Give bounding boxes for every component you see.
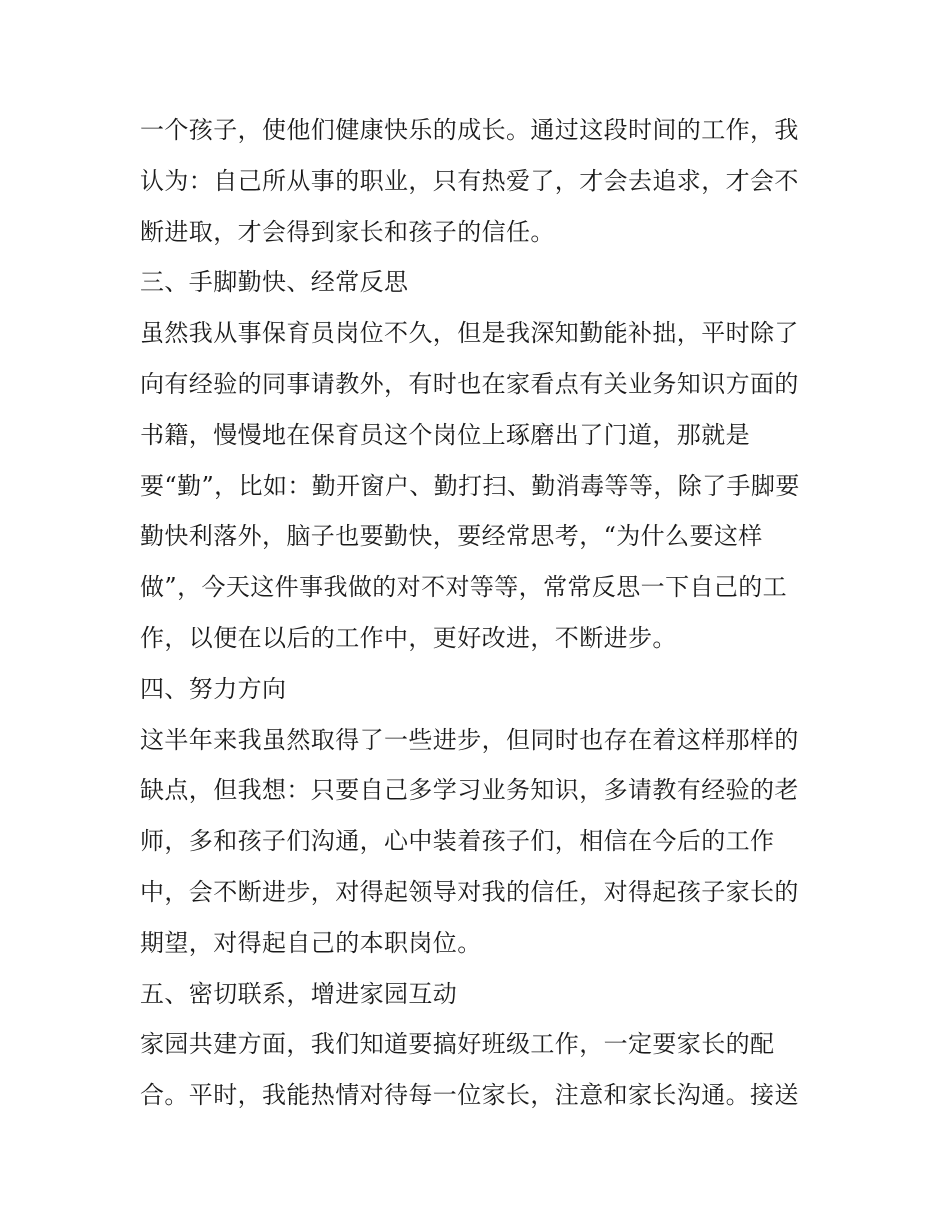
text-line: 要“勤”，比如：勤开窗户、勤打扫、勤消毒等等，除了手脚要 xyxy=(140,471,800,500)
text-line: 一个孩子，使他们健康快乐的成长。通过这段时间的工作，我 xyxy=(140,116,799,144)
text-line: 勤快利落外，脑子也要勤快，要经常思考，“为什么要这样 xyxy=(140,522,763,551)
text-line: 书籍，慢慢地在保育员这个岗位上琢磨出了门道，那就是 xyxy=(140,420,750,449)
document-body xyxy=(140,105,818,1121)
text-line: 向有经验的同事请教外，有时也在家看点有关业务知识方面的 xyxy=(140,369,799,398)
section-heading-5: 五、密切联系，增进家园互动 xyxy=(140,979,458,1008)
section-heading-4: 四、努力方向 xyxy=(140,674,287,703)
text-line: 缺点，但我想：只要自己多学习业务知识，多请教有经验的老 xyxy=(140,776,799,805)
text-line: 中，会不断进步，对得起领导对我的信任，对得起孩子家长的 xyxy=(140,877,799,906)
text-line: 认为：自己所从事的职业，只有热爱了，才会去追求，才会不 xyxy=(140,166,799,195)
text-line: 做”，今天这件事我做的对不对等等，常常反思一下自己的工 xyxy=(140,573,788,602)
text-line: 师，多和孩子们沟通，心中装着孩子们，相信在今后的工作 xyxy=(140,827,775,856)
text-line: 虽然我从事保育员岗位不久，但是我深知勤能补拙，平时除了 xyxy=(140,319,799,348)
text-line: 这半年来我虽然取得了一些进步，但同时也存在着这样那样的 xyxy=(140,725,799,754)
section-heading-3: 三、手脚勤快、经常反思 xyxy=(140,268,409,297)
text-line: 合。平时，我能热情对待每一位家长，注意和家长沟通。接送 xyxy=(140,1081,799,1110)
text-line: 期望，对得起自己的本职岗位。 xyxy=(140,928,482,957)
text-line: 作，以便在以后的工作中，更好改进，不断进步。 xyxy=(140,623,677,652)
text-line: 断进取，才会得到家长和孩子的信任。 xyxy=(140,217,555,246)
text-line: 家园共建方面，我们知道要搞好班级工作，一定要家长的配 xyxy=(140,1030,775,1059)
